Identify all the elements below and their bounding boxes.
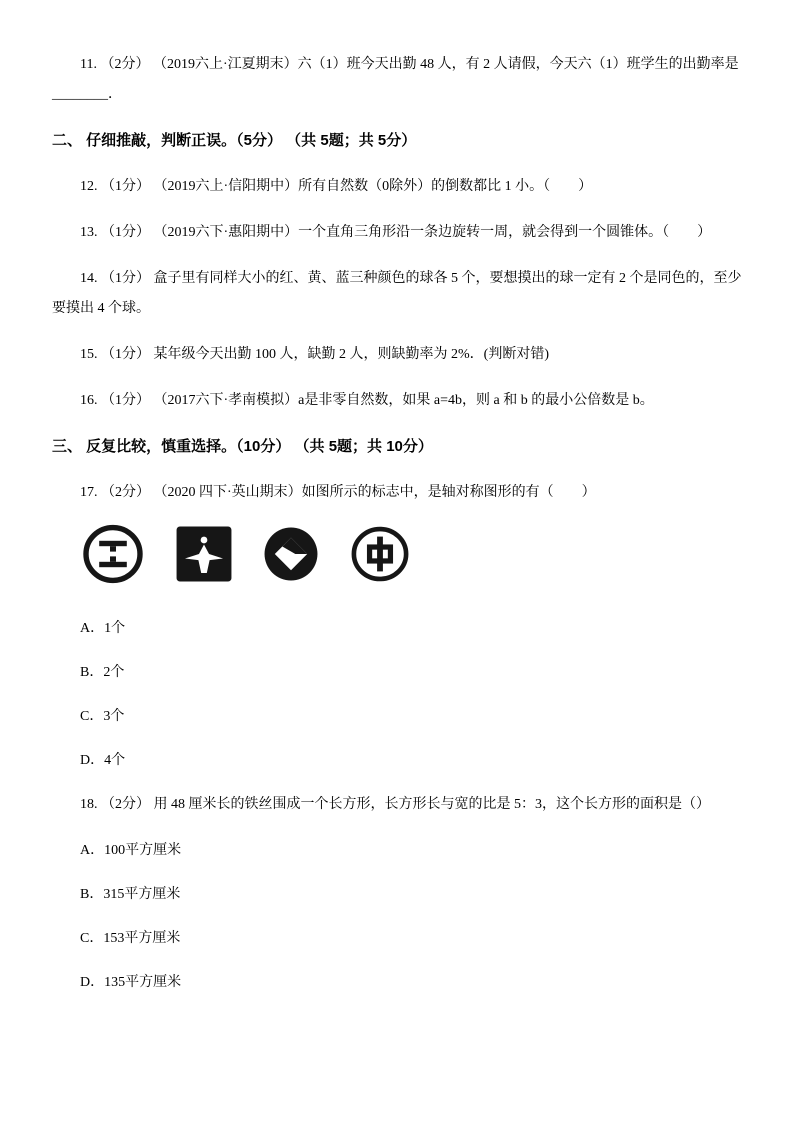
question-15: 15. （1分） 某年级今天出勤 100 人，缺勤 2 人，则缺勤率为 2%．(判断对错) — [80, 347, 549, 362]
section-3-heading: 三、 反复比较，慎重选择。（10分） （共 5题；共 10分） — [52, 438, 433, 455]
q18-option-c: C．153平方厘米 — [80, 931, 181, 946]
q17-option-b: B．2个 — [80, 665, 125, 680]
q17-option-a: A．1个 — [80, 621, 126, 636]
question-14: 14. （1分） 盒子里有同样大小的红、黄、蓝三种颜色的球各 5 个，要想摸出的球一定有 2 个是同色的，至少要摸出 4 个球。 — [52, 271, 742, 316]
bank-of-china-logo — [350, 525, 410, 583]
question-13: 13. （1分） （2019六下·惠阳期中）一个直角三角形沿一条边旋转一周，就会得到一个圆锥体。（ ） — [80, 225, 712, 240]
question-17-logo-figures — [82, 524, 742, 584]
q18-option-b: B．315平方厘米 — [80, 887, 181, 902]
question-12: 12. （1分） （2019六上·信阳期中）所有自然数（0除外）的倒数都比 1 小。（ ） — [80, 179, 593, 194]
bird-emblem-logo — [176, 526, 232, 582]
question-17: 17. （2分） （2020 四下·英山期末）如图所示的标志中，是轴对称图形的有（ ） — [80, 485, 596, 500]
q18-option-a: A．100平方厘米 — [80, 843, 182, 858]
q18-option-d: D．135平方厘米 — [80, 975, 182, 990]
question-16: 16. （1分） （2017六下·孝南模拟）a是非零自然数，如果 a=4b，则 a 和 b 的最小公倍数是 b。 — [80, 393, 654, 408]
q17-option-c: C．3个 — [80, 709, 125, 724]
q17-option-d: D．4个 — [80, 753, 126, 768]
question-18: 18. （2分） 用 48 厘米长的铁丝围成一个长方形，长方形长与宽的比是 5：3，这个长方形的面积是（） — [80, 797, 710, 812]
question-11: 11. （2分） （2019六上·江夏期末）六（1）班今天出勤 48 人，有 2 人请假，今天六（1）班学生的出勤率是________． — [52, 57, 739, 102]
folded-diamond-logo — [264, 527, 318, 581]
icbc-bank-logo — [82, 524, 144, 584]
section-2-heading: 二、 仔细推敲，判断正误。（5分） （共 5题；共 5分） — [52, 132, 417, 149]
